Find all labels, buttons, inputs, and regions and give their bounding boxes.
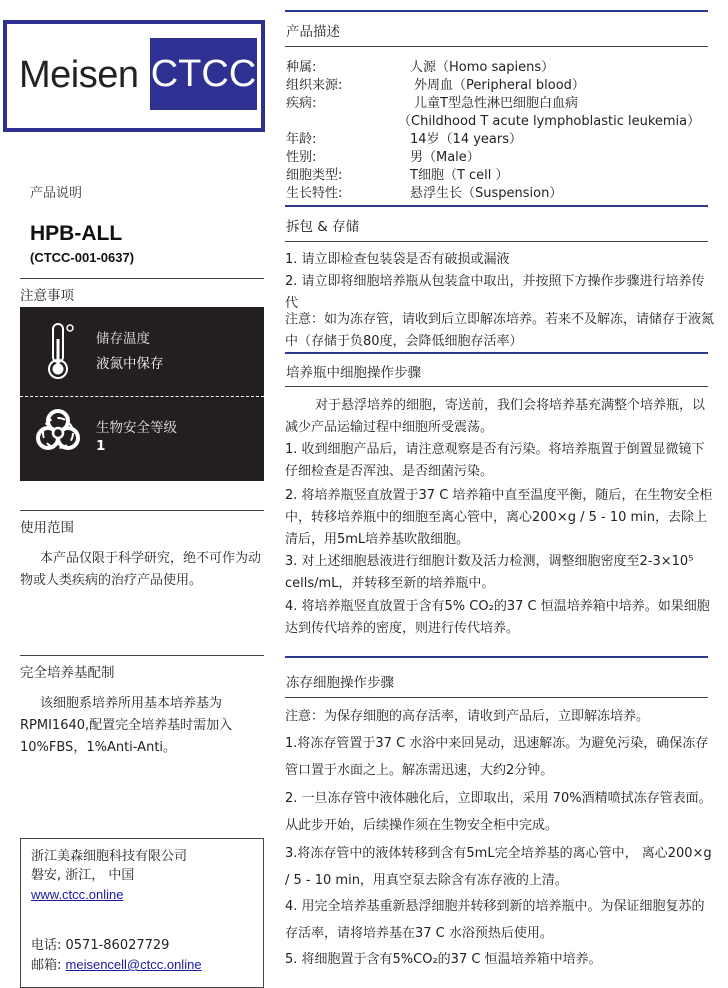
divider (285, 386, 708, 387)
biosafety-value: 1 (96, 438, 106, 454)
flask-step: 3. 对上述细胞悬液进行细胞计数及活力检测，调整细胞密度至2-3×10⁵ cells/mL，并转移至新的培养瓶中。 (285, 554, 694, 591)
divider (285, 697, 708, 698)
storage-temperature-panel (20, 307, 264, 395)
unpack-warning: 注意：如为冻存管，请收到后立即解冻培养。若来不及解冻，请储存于液氮中（存储于负80度，会降低细胞存活率） (285, 312, 715, 349)
company-logo (3, 20, 265, 132)
medium-title: 完全培养基配制 (20, 665, 115, 681)
divider (20, 655, 264, 656)
biosafety-label: 生物安全等级 (96, 420, 177, 436)
section-rule (285, 656, 708, 658)
email-row (31, 955, 202, 975)
flask-title: 培养瓶中细胞操作步骤 (286, 365, 421, 381)
frozen-step: 4. 用完全培养基重新悬浮细胞并转移到新的培养瓶中。为保证细胞复苏的存活率，请将培养基在37 C 水浴预热后使用。 (285, 899, 705, 941)
top-rule (285, 10, 708, 12)
product-label: 产品说明 (30, 186, 83, 201)
email-label: 邮箱: (31, 958, 66, 973)
website-link[interactable]: www.ctcc.online (31, 887, 124, 902)
logo-ctcc-text: CTCC (150, 38, 257, 110)
biosafety-panel (20, 398, 264, 481)
frozen-title: 冻存细胞操作步骤 (286, 675, 394, 691)
frozen-step: 2. 一旦冻存管中液体融化后，立即取出，采用 70%酒精喷拭冻存管表面。从此步开始，后续操作须在生物安全柜中完成。 (285, 791, 712, 833)
frozen-warning: 注意：为保存细胞的高存活率，请收到产品后，立即解冻培养。 (285, 709, 650, 724)
company-name: 浙江美森细胞科技有限公司 (31, 849, 188, 864)
flask-intro: 对于悬浮培养的细胞，寄送前，我们会将培养基充满整个培养瓶，以减少产品运输过程中细胞所受震荡。 (285, 398, 706, 435)
thermometer-icon (42, 321, 78, 385)
notice-title: 注意事项 (20, 288, 74, 304)
email-link[interactable]: meisencell@ctcc.online (65, 957, 202, 972)
company-phone: 电话: 0571-86027729 (31, 938, 170, 953)
company-address: 磐安, 浙江， 中国 (31, 868, 135, 883)
flask-step: 2. 将培养瓶竖直放置于37 C 培养箱中直至温度平衡，随后，在生物安全柜中，转移培养瓶中的细胞至离心管中，离心200×g / 5 - 10 min，去除上清后，用5mL培养基吹散细胞。 (285, 488, 713, 547)
unpack-title: 拆包 & 存储 (286, 219, 360, 235)
storage-label: 储存温度 (96, 331, 150, 347)
divider (20, 278, 264, 279)
section-rule (285, 205, 708, 207)
scope-text: 本产品仅限于科学研究，绝不可作为动物或人类疾病的治疗产品使用。 (20, 551, 262, 588)
logo-meisen-text: Meisen (19, 54, 139, 96)
scope-title: 使用范围 (20, 520, 74, 536)
divider (285, 46, 708, 47)
section-rule (285, 352, 708, 354)
storage-value: 液氮中保存 (96, 356, 164, 372)
unpack-step: 1. 请立即检查包装袋是否有破损或漏液 (285, 252, 510, 267)
flask-step: 4. 将培养瓶竖直放置于含有5% CO₂的37 C 恒温培养箱中培养。如果细胞达到传代培养的密度，则进行传代培养。 (285, 599, 710, 636)
frozen-step: 3.将冻存管中的液体转移到含有5mL完全培养基的离心管中， 离心200×g / 5 - 10 min，用真空泵去除含有冻存液的上清。 (285, 846, 712, 888)
divider (285, 241, 708, 242)
frozen-step: 1.将冻存管置于37 C 水浴中来回晃动，迅速解冻。为避免污染，确保冻存管口置于水面之上。解冻需迅速，大约2分钟。 (285, 736, 709, 778)
divider (20, 510, 264, 511)
contact-box (20, 838, 264, 988)
biohazard-icon (32, 406, 84, 462)
medium-text: 该细胞系培养所用基本培养基为RPMI1640,配置完全培养基时需加入10%FBS，1%Anti-Anti。 (20, 696, 233, 755)
product-name: HPB-ALL (30, 222, 123, 245)
unpack-step: 2. 请立即将细胞培养瓶从包装盒中取出，并按照下方操作步骤进行培养传代 (285, 274, 705, 311)
frozen-step: 5. 将细胞置于含有5%CO₂的37 C 恒温培养箱中培养。 (285, 952, 602, 967)
product-code: (CTCC-001-0637) (30, 250, 135, 265)
flask-step: 1. 收到细胞产品后，请注意观察是否有污染。将培养瓶置于倒置显微镜下仔细检查是否浑浊、是否细菌污染。 (285, 442, 705, 479)
description-title: 产品描述 (286, 24, 340, 40)
